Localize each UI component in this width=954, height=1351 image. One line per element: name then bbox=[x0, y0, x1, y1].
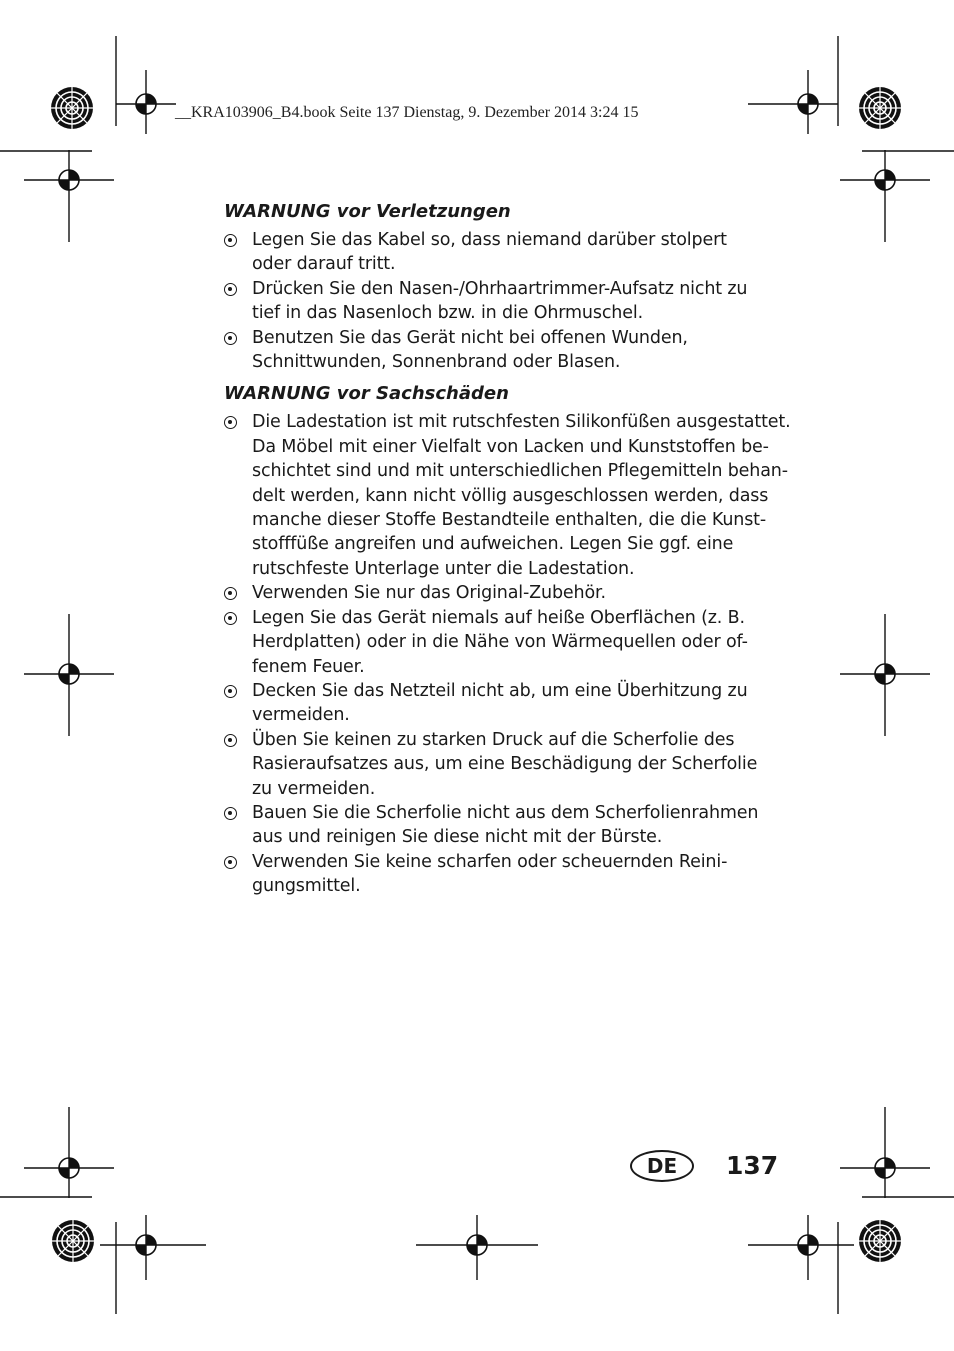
target-bullet-icon bbox=[224, 416, 237, 429]
section-title-property-damage: WARNUNG vor Sachschäden bbox=[224, 383, 509, 405]
section-title-injuries: WARNUNG vor Verletzungen bbox=[224, 201, 511, 222]
target-bullet-icon bbox=[224, 283, 237, 296]
list-item: Die Ladestation ist mit rutschfesten Silikonfüßen ausgestattet. Da Möbel mit einer Vielfalt von Lacken und Kunststoffen be- schichtet sind und mit unterschiedlichen Pflegemitteln behan- delt werden, kann nicht völlig ausgeschlossen werden, dass manche dieser Stoffe Bestandteile enthalten, die die Kunst- stofffüße angreifen und aufweichen. Legen Sie ggf. eine rutschfeste Unterlage unter die Ladestation. bbox=[224, 410, 784, 581]
target-bullet-icon bbox=[224, 856, 237, 869]
language-badge: DE bbox=[630, 1150, 694, 1182]
list-item: Legen Sie das Kabel so, dass niemand darüber stolpert oder darauf tritt. bbox=[224, 228, 784, 277]
target-bullet-icon bbox=[224, 587, 237, 600]
list-item: Legen Sie das Gerät niemals auf heiße Oberflächen (z. B. Herdplatten) oder in die Nähe von Wärmequellen oder of- fenem Feuer. bbox=[224, 606, 784, 679]
target-bullet-icon bbox=[224, 332, 237, 345]
list-item: Üben Sie keinen zu starken Druck auf die Scherfolie des Rasieraufsatzes aus, um eine Beschädigung der Scherfolie zu vermeiden. bbox=[224, 728, 784, 801]
list-item: Verwenden Sie nur das Original-Zubehör. bbox=[224, 581, 784, 605]
property-warning-list bbox=[224, 410, 791, 898]
list-item: Drücken Sie den Nasen-/Ohrhaartrimmer-Aufsatz nicht zu tief in das Nasenloch bzw. in die Ohrmuschel. bbox=[224, 277, 784, 326]
target-bullet-icon bbox=[224, 234, 237, 247]
list-item: Verwenden Sie keine scharfen oder scheuernden Reini- gungsmittel. bbox=[224, 850, 784, 899]
page-number: 137 bbox=[726, 1151, 779, 1180]
target-bullet-icon bbox=[224, 685, 237, 698]
target-bullet-icon bbox=[224, 807, 237, 820]
list-item: Bauen Sie die Scherfolie nicht aus dem Scherfolienrahmen aus und reinigen Sie diese nicht mit der Bürste. bbox=[224, 801, 784, 850]
list-item: Decken Sie das Netzteil nicht ab, um eine Überhitzung zu vermeiden. bbox=[224, 679, 784, 728]
target-bullet-icon bbox=[224, 734, 237, 747]
page-content bbox=[224, 200, 791, 899]
injury-warning-list bbox=[224, 228, 784, 374]
list-item: Benutzen Sie das Gerät nicht bei offenen Wunden, Schnittwunden, Sonnenbrand oder Blasen. bbox=[224, 326, 784, 375]
target-bullet-icon bbox=[224, 612, 237, 625]
file-info-header: __KRA103906_B4.book Seite 137 Dienstag, 9. Dezember 2014 3:24 15 bbox=[175, 104, 639, 121]
